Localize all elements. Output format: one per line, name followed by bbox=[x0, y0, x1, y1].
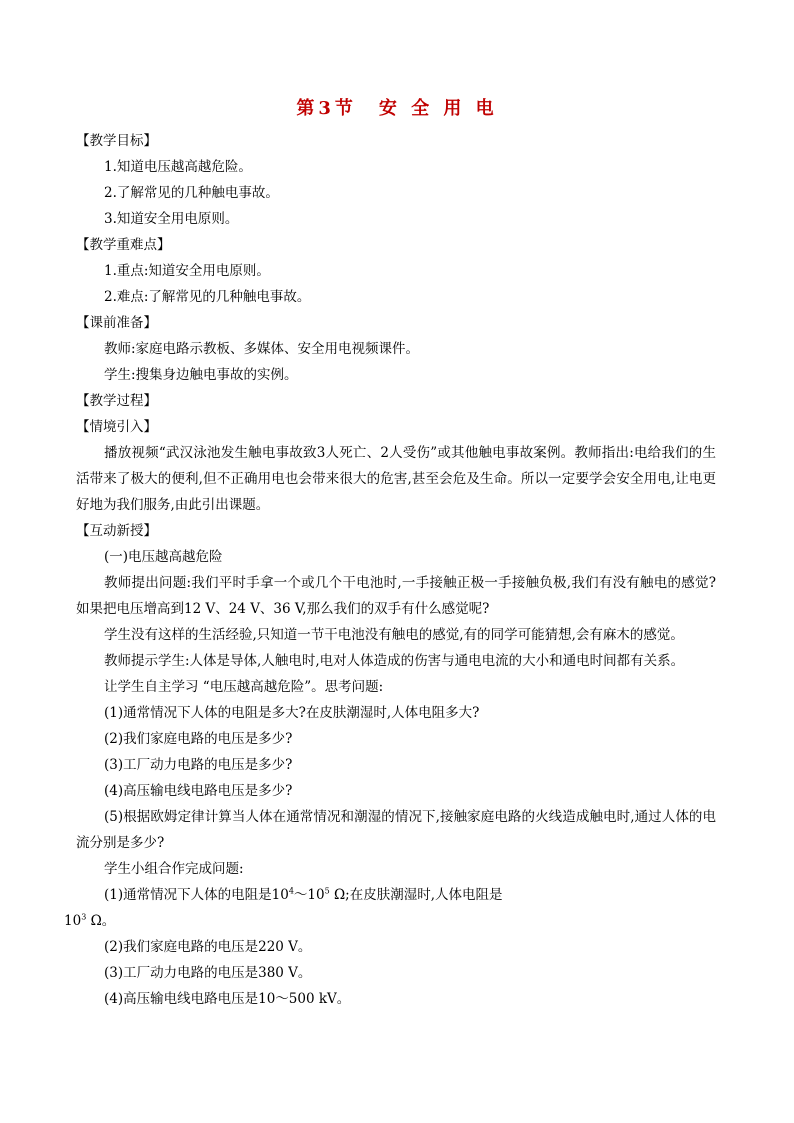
answer-item-continued bbox=[64, 908, 716, 934]
prep-heading: 【课前准备】 bbox=[76, 315, 157, 331]
paragraph: 学生没有这样的生活经验,只知道一节干电池没有触电的感觉,有的同学可能猜想,会有麻木的感觉。 bbox=[104, 627, 684, 643]
exponent: 4 bbox=[288, 886, 294, 896]
group-task: 学生小组合作完成问题: bbox=[104, 861, 244, 877]
key-heading: 【教学重难点】 bbox=[76, 237, 171, 253]
question-item: (4)高压输电线电路电压是多少? bbox=[104, 783, 293, 799]
question-item: (3)工厂动力电路的电压是多少? bbox=[104, 757, 293, 773]
answer-text: Ω。 bbox=[86, 913, 116, 929]
answer-text: ～10 bbox=[293, 887, 325, 903]
question-item: (5)根据欧姆定律计算当人体在通常情况和潮湿的情况下,接触家庭电路的火线造成触电时,通过人体的电流分别是多少? bbox=[76, 809, 716, 851]
goal-item: 3.知道安全用电原则。 bbox=[104, 211, 239, 227]
paragraph: 教师提出问题:我们平时手拿一个或几个干电池时,一手接触正极一手接触负极,我们有没有触电的感觉?如果把电压增高到12 V、24 V、36 V,那么我们的双手有什么感觉呢? bbox=[76, 575, 716, 617]
paragraph: 让学生自主学习 “电压越高越危险”。思考问题: bbox=[104, 679, 384, 695]
key-item: 1.重点:知道安全用电原则。 bbox=[104, 263, 270, 279]
prep-item: 教师:家庭电路示教板、多媒体、安全用电视频课件。 bbox=[104, 341, 420, 357]
answer-text: 10 bbox=[64, 913, 82, 929]
goal-item: 1.知道电压越高越危险。 bbox=[104, 159, 252, 175]
answer-item bbox=[76, 882, 716, 908]
subsection-title: (一)电压越高越危险 bbox=[104, 549, 223, 565]
intro-paragraph: 播放视频“武汉泳池发生触电事故致3人死亡、2人受伤”或其他触电事故案例。教师指出:电给我们的生活带来了极大的便利,但不正确用电也会带来很大的危害,甚至会危及生命。所以一定要学会安全用电,让电更好地为我们服务,由此引出课题。 bbox=[76, 445, 716, 513]
document-body bbox=[64, 128, 716, 1012]
question-item: (1)通常情况下人体的电阻是多大?在皮肤潮湿时,人体电阻多大? bbox=[104, 705, 480, 721]
answer-text: Ω;在皮肤潮湿时,人体电阻是 bbox=[329, 887, 503, 903]
answer-item: (4)高压输电线电路电压是10～500 kV。 bbox=[104, 991, 351, 1007]
exponent: 3 bbox=[81, 912, 87, 922]
goals-heading: 【教学目标】 bbox=[76, 133, 157, 149]
intro-heading: 【情境引入】 bbox=[76, 419, 157, 435]
answer-text: (1)通常情况下人体的电阻是10 bbox=[104, 887, 289, 903]
answer-item: (2)我们家庭电路的电压是220 V。 bbox=[104, 939, 312, 955]
process-heading: 【教学过程】 bbox=[76, 393, 157, 409]
interact-heading: 【互动新授】 bbox=[76, 523, 157, 539]
answer-item: (3)工厂动力电路的电压是380 V。 bbox=[104, 965, 312, 981]
exponent: 5 bbox=[324, 886, 330, 896]
page-title: 第3节 安 全 用 电 bbox=[296, 98, 498, 119]
goal-item: 2.了解常见的几种触电事故。 bbox=[104, 185, 279, 201]
question-item: (2)我们家庭电路的电压是多少? bbox=[104, 731, 293, 747]
key-item: 2.难点:了解常见的几种触电事故。 bbox=[104, 289, 311, 305]
prep-item: 学生:搜集身边触电事故的实例。 bbox=[104, 367, 298, 383]
paragraph: 教师提示学生:人体是导体,人触电时,电对人体造成的伤害与通电电流的大小和通电时间都有关系。 bbox=[104, 653, 685, 669]
